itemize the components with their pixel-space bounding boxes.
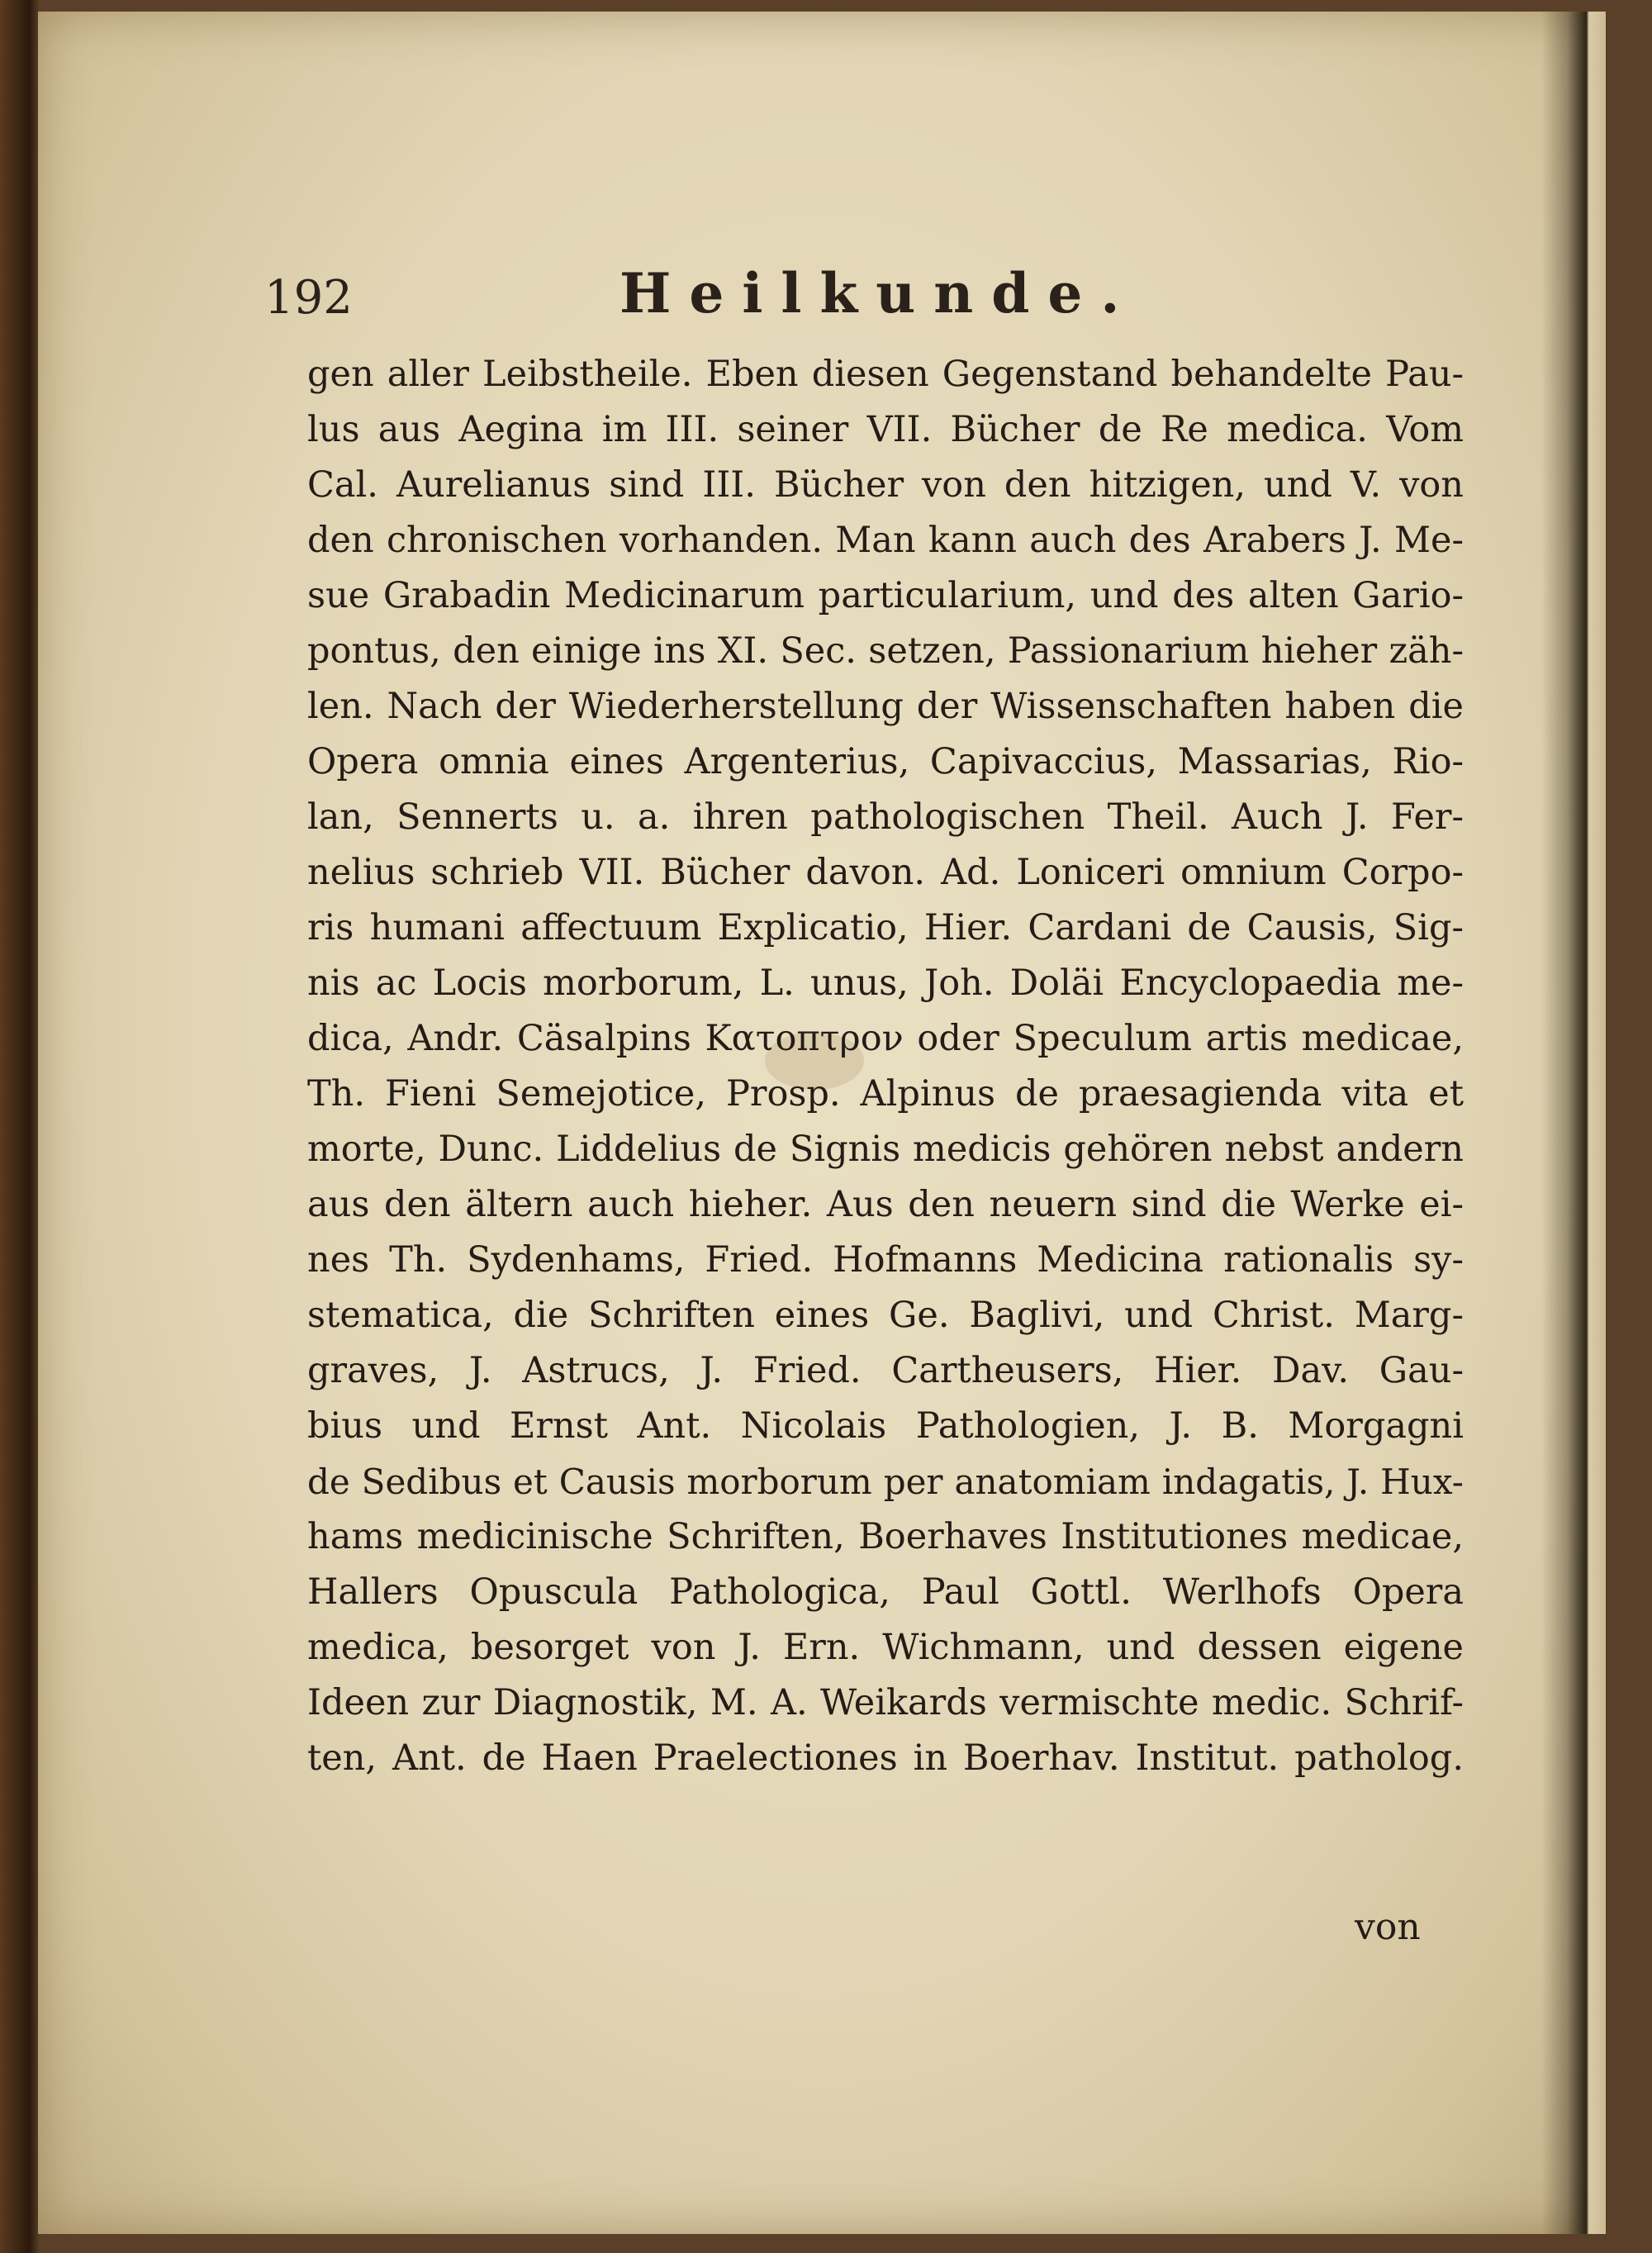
text-line: den chronischen vorhanden. Man kann auch des Arabers J. Me- — [307, 520, 1464, 561]
text-line: nis ac Locis morborum, L. unus, Joh. Doläi Encyclopaedia me- — [307, 963, 1464, 1004]
text-line: Cal. Aurelianus sind III. Bücher von den hitzigen, und V. von — [307, 464, 1464, 506]
text-line: ris humani affectuum Explicatio, Hier. Cardani de Causis, Sig- — [307, 907, 1464, 948]
text-line: gen aller Leibstheile. Eben diesen Gegenstand behandelte Pau- — [307, 354, 1464, 395]
text-line: ten, Ant. de Haen Praelectiones in Boerhav. Institut. patholog. — [307, 1737, 1464, 1779]
text-line: bius und Ernst Ant. Nicolais Pathologien, J. B. Morgagni — [307, 1405, 1464, 1447]
text-line: medica, besorget von J. Ern. Wichmann, und dessen eigene — [307, 1627, 1464, 1668]
text-line: Ideen zur Diagnostik, M. A. Weikards vermischte medic. Schrif- — [307, 1682, 1464, 1723]
text-line: lan, Sennerts u. a. ihren pathologischen Theil. Auch J. Fer- — [307, 796, 1464, 838]
running-title: Heilkunde. — [620, 261, 1138, 326]
text-line: nelius schrieb VII. Bücher davon. Ad. Loniceri omnium Corpo- — [307, 852, 1464, 893]
text-line: morte, Dunc. Liddelius de Signis medicis gehören nebst andern — [307, 1129, 1464, 1170]
catchword: von — [1355, 1906, 1421, 1948]
text-line: Th. Fieni Semejotice, Prosp. Alpinus de praesagienda vita et — [307, 1073, 1464, 1115]
text-line: len. Nach der Wiederherstellung der Wissenschaften haben die — [307, 686, 1464, 727]
text-line: lus aus Aegina im III. seiner VII. Bücher de Re medica. Vom — [307, 409, 1464, 450]
page-header — [264, 256, 1446, 339]
text-line: nes Th. Sydenhams, Fried. Hofmanns Medicina rationalis sy- — [307, 1239, 1464, 1281]
page-number: 192 — [264, 271, 353, 325]
text-line: graves, J. Astrucs, J. Fried. Cartheusers, Hier. Dav. Gau- — [307, 1350, 1464, 1391]
page-gutter — [1541, 12, 1606, 2234]
text-line: de Sedibus et Causis morborum per anatomiam indagatis, J. Hux- — [307, 1462, 1464, 1502]
text-line: stematica, die Schriften eines Ge. Baglivi, und Christ. Marg- — [307, 1295, 1464, 1336]
text-line: pontus, den einige ins XI. Sec. setzen, Passionarium hieher zäh- — [307, 630, 1464, 672]
text-line: dica, Andr. Cäsalpins Κατοπτρον oder Speculum artis medicae, — [307, 1018, 1464, 1059]
text-line: Opera omnia eines Argenterius, Capivaccius, Massarias, Rio- — [307, 741, 1464, 782]
text-line: Hallers Opuscula Pathologica, Paul Gottl. Werlhofs Opera — [307, 1571, 1464, 1613]
text-line: aus den ältern auch hieher. Aus den neuern sind die Werke ei- — [307, 1184, 1464, 1225]
body-text — [307, 347, 1464, 1786]
text-line: sue Grabadin Medicinarum particularium, und des alten Gario- — [307, 575, 1464, 616]
text-line: hams medicinische Schriften, Boerhaves Institutiones medicae, — [307, 1516, 1464, 1557]
